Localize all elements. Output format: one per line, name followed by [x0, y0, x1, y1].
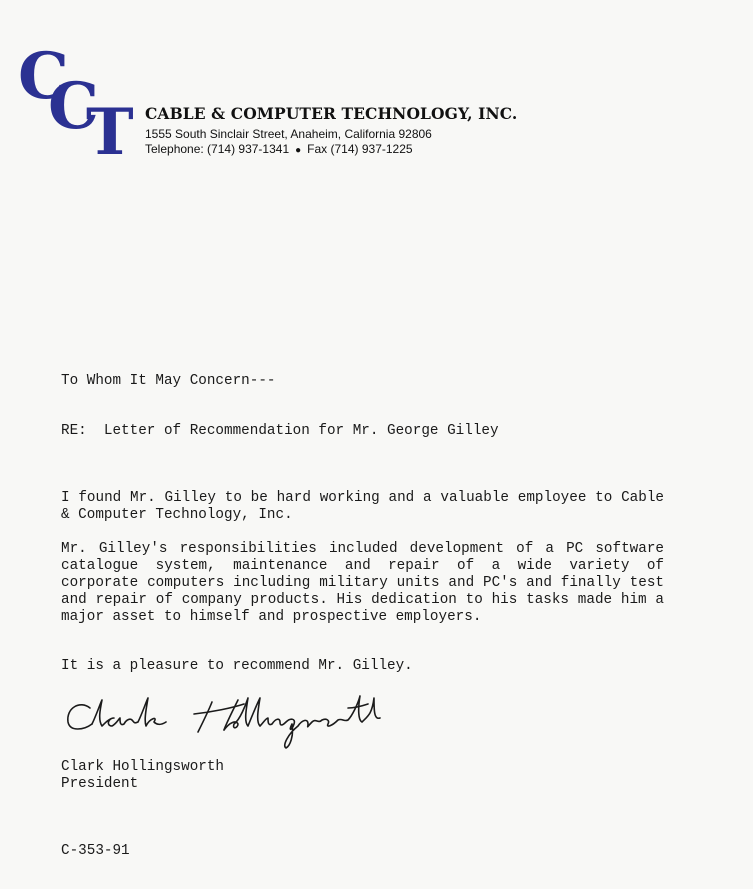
reference-code: C-353-91 — [61, 843, 130, 859]
company-name: CABLE & COMPUTER TECHNOLOGY, INC. — [145, 104, 518, 123]
signer-name: Clark Hollingsworth — [61, 759, 225, 775]
subject-line: RE: Letter of Recommendation for Mr. George Gilley — [61, 423, 499, 439]
paragraph-2: Mr. Gilley's responsibilities included development of a PC software catalogue system, maintenance and repair of a wide variety of corporate computers including military units and PC's and finally test and repair of company products. His dedication to his tasks made him a major asset to himself and prospective employers. — [61, 541, 664, 625]
paragraph-3: It is a pleasure to recommend Mr. Gilley. — [61, 658, 413, 674]
logo-letter-c2: C — [48, 69, 99, 144]
logo-letter-t: T — [86, 95, 134, 160]
telephone: Telephone: (714) 937-1341 — [145, 142, 290, 156]
company-address: 1555 South Sinclair Street, Anaheim, California 92806 — [145, 127, 432, 141]
contact-line — [145, 142, 413, 156]
handwritten-signature — [62, 690, 442, 755]
signer-title: President — [61, 776, 139, 792]
salutation: To Whom It May Concern--- — [61, 373, 276, 389]
logo-letter-c1: C — [18, 40, 69, 114]
paragraph-1: I found Mr. Gilley to be hard working and a valuable employee to Cable & Computer Technology, Inc. — [61, 490, 664, 523]
company-logo — [18, 40, 148, 160]
separator-bullet: ● — [295, 145, 302, 156]
fax: Fax (714) 937-1225 — [307, 142, 413, 156]
